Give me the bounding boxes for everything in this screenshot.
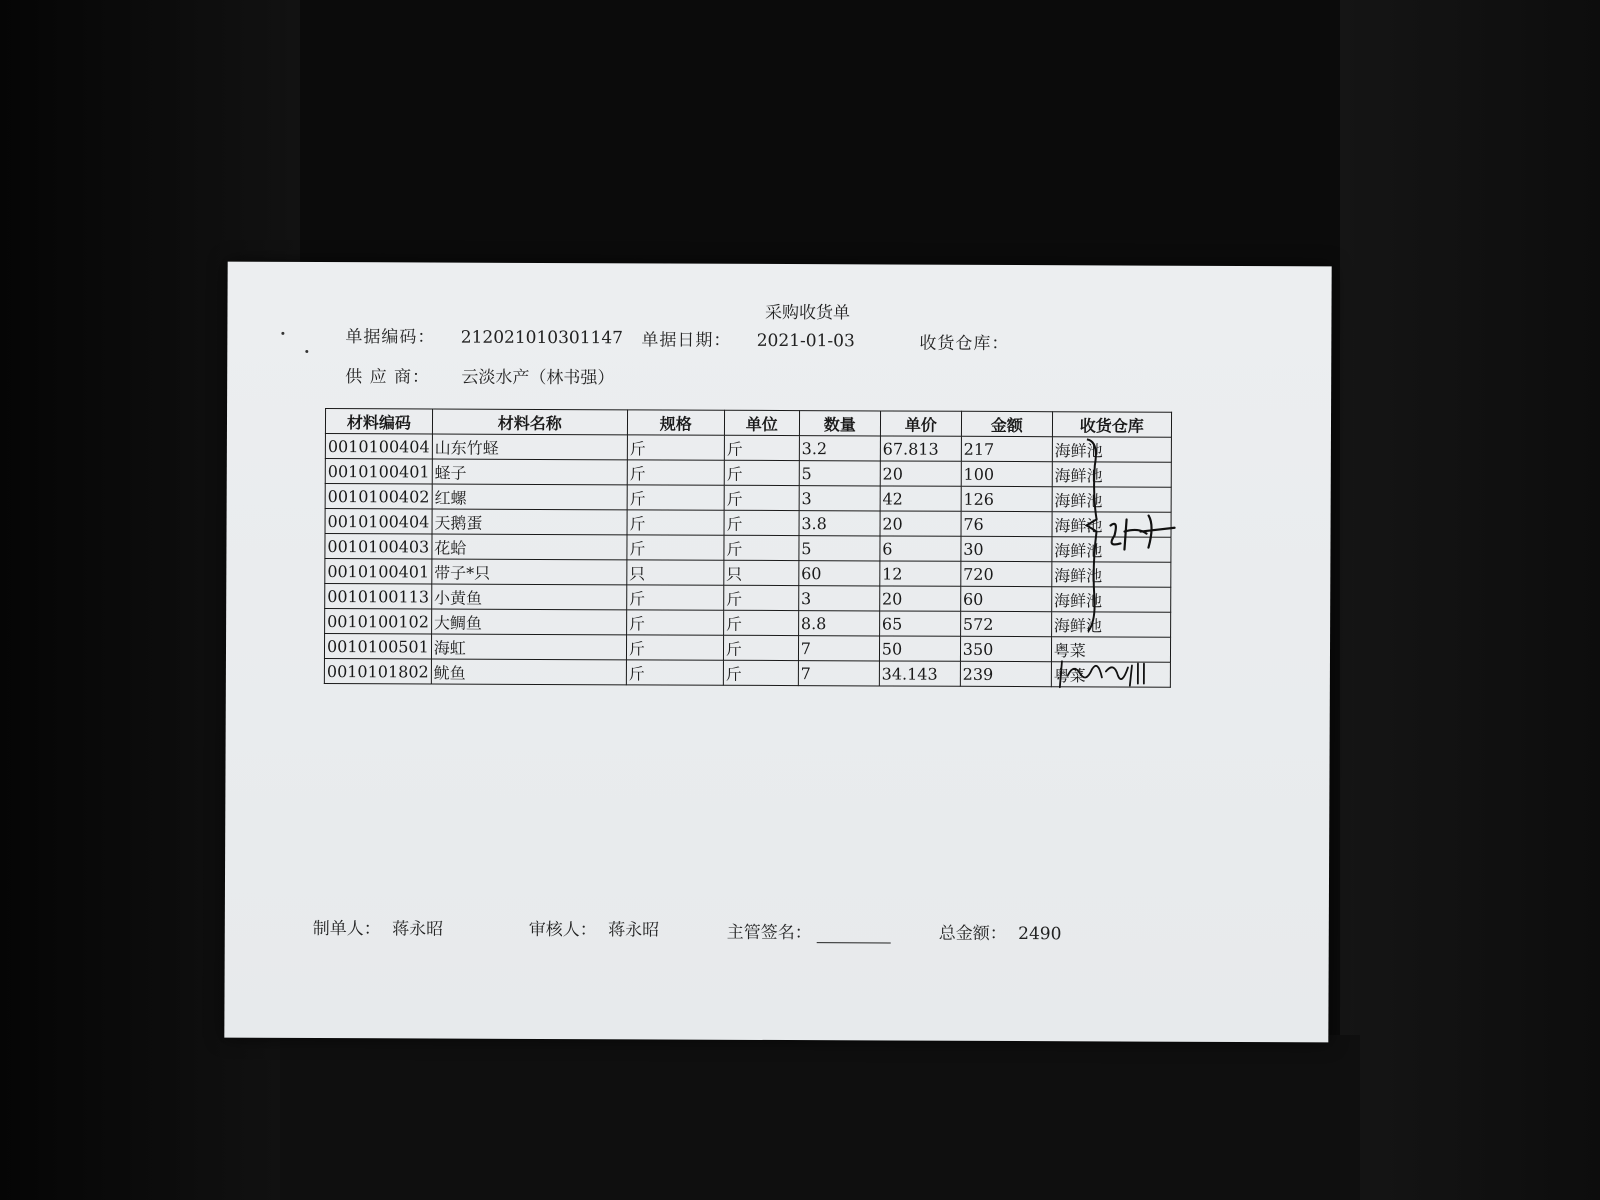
cell-material-name: 鱿鱼 [431, 659, 626, 685]
supervisor-label: 主管签名： [726, 922, 812, 944]
speck [281, 332, 284, 335]
table-row [325, 484, 1171, 513]
cell-spec: 斤 [626, 660, 723, 685]
cell-unit-price: 65 [879, 611, 960, 636]
cell-material-name: 红螺 [432, 484, 627, 510]
cell-spec: 斤 [627, 485, 724, 510]
table-row [325, 434, 1171, 463]
date-label: 单据日期： [641, 330, 732, 351]
cell-unit: 斤 [723, 610, 798, 635]
reviewer-field [529, 915, 660, 941]
bill-no-row [345, 322, 623, 348]
date-value: 2021-01-03 [756, 330, 855, 352]
speck [305, 350, 308, 353]
cell-quantity: 7 [798, 661, 879, 686]
cell-unit: 斤 [724, 535, 799, 560]
cell-quantity: 3 [799, 486, 880, 511]
cell-material-code: 0010100401 [325, 459, 432, 484]
cell-amount: 217 [961, 436, 1052, 461]
cell-unit-price: 20 [880, 461, 961, 486]
header-amount: 金额 [961, 411, 1052, 436]
cell-material-code: 0010100404 [325, 509, 432, 534]
cell-unit: 斤 [723, 585, 798, 610]
cell-unit-price: 67.813 [880, 436, 961, 461]
cell-spec: 斤 [627, 460, 724, 485]
cell-quantity: 5 [799, 461, 880, 486]
header-spec: 规格 [627, 410, 724, 435]
maker-field [313, 914, 444, 940]
cell-unit: 斤 [723, 635, 798, 660]
cell-material-name: 海虹 [431, 634, 626, 660]
header-quantity: 数量 [799, 411, 880, 436]
cell-warehouse: 海鲜池 [1052, 537, 1171, 563]
cell-amount: 350 [960, 636, 1051, 661]
cell-amount: 126 [961, 486, 1052, 511]
total-field [939, 919, 1062, 945]
header-receiving-warehouse: 收货仓库 [1052, 412, 1171, 438]
cell-spec: 斤 [626, 610, 723, 635]
maker-value: 蒋永昭 [392, 919, 444, 940]
table-row [325, 534, 1171, 563]
cell-unit-price: 50 [879, 636, 960, 661]
cell-amount: 572 [960, 611, 1051, 636]
cell-amount: 720 [961, 561, 1052, 586]
cell-quantity: 8.8 [798, 611, 879, 636]
reviewer-label: 审核人： [528, 919, 597, 941]
cell-quantity: 60 [799, 561, 880, 586]
handwritten-signature-2 [1058, 653, 1158, 693]
cell-warehouse: 粤菜 [1051, 662, 1170, 688]
supplier-label: 供 应 商： [345, 367, 431, 388]
table-header-row [325, 409, 1171, 438]
cell-material-code: 0010100501 [324, 634, 431, 659]
header-material-name: 材料名称 [432, 409, 627, 435]
cell-spec: 只 [627, 560, 724, 585]
cell-material-code: 0010100402 [325, 484, 432, 509]
cell-material-name: 带子*只 [432, 559, 627, 585]
receipt-paper [224, 262, 1331, 1043]
bill-no-value: 212021010301147 [460, 327, 624, 349]
supplier-value: 云淡水产（林书强） [461, 367, 615, 389]
background-bottom-panel [280, 1035, 1360, 1200]
table-row [325, 609, 1171, 638]
cell-warehouse: 海鲜池 [1052, 487, 1171, 513]
cell-material-name: 天鹅蛋 [432, 509, 627, 535]
header-material-code: 材料编码 [325, 409, 432, 434]
cell-material-name: 大鲷鱼 [431, 609, 626, 635]
cell-unit: 只 [724, 560, 799, 585]
cell-amount: 30 [961, 536, 1052, 561]
cell-spec: 斤 [627, 510, 724, 535]
document-title: 采购收货单 [764, 302, 851, 324]
cell-material-code: 0010101802 [324, 659, 431, 684]
cell-unit: 斤 [724, 510, 799, 535]
cell-unit-price: 20 [879, 586, 960, 611]
header-unit-price: 单价 [880, 411, 961, 436]
cell-material-name: 小黄鱼 [431, 584, 626, 610]
cell-amount: 76 [961, 511, 1052, 536]
table-row [325, 584, 1171, 613]
cell-unit-price: 42 [880, 486, 961, 511]
supervisor-signature-line [817, 924, 891, 943]
table-row [325, 559, 1171, 588]
background-right-panel [1340, 0, 1600, 1200]
warehouse-row [919, 329, 1009, 354]
date-row [641, 325, 855, 351]
total-value: 2490 [1018, 924, 1062, 945]
cell-material-code: 0010100403 [325, 534, 432, 559]
cell-spec: 斤 [626, 585, 723, 610]
cell-material-code: 0010100404 [325, 434, 432, 459]
cell-amount: 239 [960, 661, 1051, 686]
cell-quantity: 3.2 [799, 436, 880, 461]
reviewer-value: 蒋永昭 [608, 920, 660, 941]
cell-spec: 斤 [626, 635, 723, 660]
warehouse-label: 收货仓库： [919, 333, 1010, 355]
cell-unit: 斤 [723, 660, 798, 685]
cell-spec: 斤 [627, 435, 724, 460]
maker-label: 制单人： [312, 918, 381, 940]
table-row [325, 459, 1171, 488]
cell-warehouse: 海鲜池 [1051, 612, 1170, 638]
cell-warehouse: 粤菜 [1051, 637, 1170, 663]
cell-warehouse: 海鲜池 [1052, 512, 1171, 538]
cell-warehouse: 海鲜池 [1052, 462, 1171, 488]
cell-quantity: 3.8 [799, 511, 880, 536]
cell-warehouse: 海鲜池 [1052, 562, 1171, 588]
cell-amount: 100 [961, 461, 1052, 486]
handwritten-signature-1 [1084, 435, 1185, 645]
total-label: 总金额： [938, 923, 1007, 945]
cell-material-code: 0010100113 [325, 584, 432, 609]
bill-no-label: 单据编码： [345, 327, 436, 348]
cell-warehouse: 海鲜池 [1052, 437, 1171, 463]
cell-quantity: 3 [798, 586, 879, 611]
cell-unit-price: 12 [880, 561, 961, 586]
cell-unit-price: 6 [880, 536, 961, 561]
cell-quantity: 7 [798, 636, 879, 661]
goods-table [324, 408, 1172, 688]
table-row [325, 509, 1171, 538]
table-row [324, 659, 1170, 688]
supplier-row [345, 362, 614, 388]
cell-warehouse: 海鲜池 [1051, 587, 1170, 613]
cell-material-name: 山东竹蛏 [432, 434, 627, 460]
cell-material-code: 0010100102 [325, 609, 432, 634]
cell-unit-price: 34.143 [879, 661, 960, 686]
header-unit: 单位 [724, 410, 799, 435]
table-row [324, 634, 1170, 663]
cell-unit: 斤 [724, 485, 799, 510]
cell-material-name: 花蛤 [432, 534, 627, 560]
cell-unit-price: 20 [880, 511, 961, 536]
cell-unit: 斤 [724, 460, 799, 485]
cell-amount: 60 [960, 586, 1051, 611]
cell-material-code: 0010100401 [325, 559, 432, 584]
cell-material-name: 蛏子 [432, 459, 627, 485]
cell-unit: 斤 [724, 435, 799, 460]
cell-spec: 斤 [627, 535, 724, 560]
cell-quantity: 5 [799, 536, 880, 561]
supervisor-field [727, 918, 892, 944]
